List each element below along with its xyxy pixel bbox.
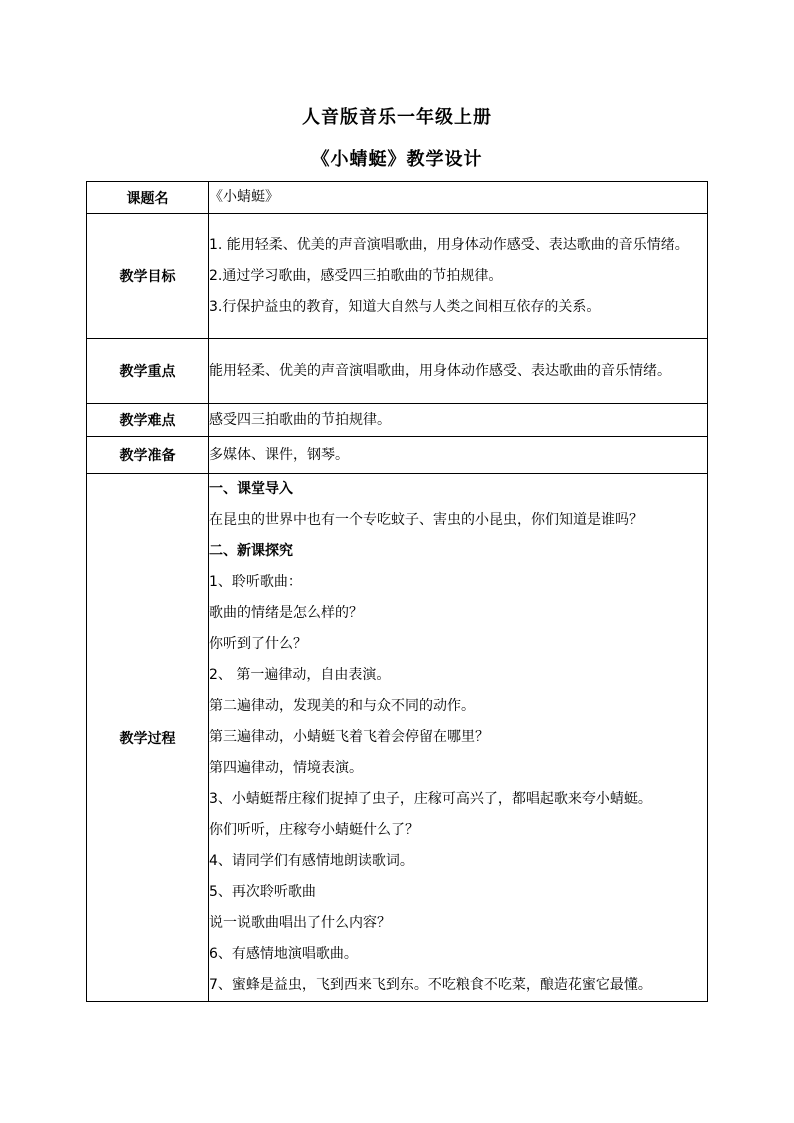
process-line: 第三遍律动，小蜻蜓飞着飞着会停留在哪里？ — [209, 729, 489, 745]
process-line: 3、小蜻蜓帮庄稼们捉掉了虫子，庄稼可高兴了，都唱起歌来夸小蜻蜓。 — [209, 791, 652, 807]
process-line: 歌曲的情绪是怎么样的？ — [209, 605, 363, 621]
goal-item: 2.通过学习歌曲，感受四三拍歌曲的节拍规律。 — [209, 267, 503, 284]
process-content — [209, 474, 708, 1002]
row-preparation — [87, 437, 708, 474]
process-line: 第四遍律动，情境表演。 — [209, 760, 363, 776]
key-points-text: 能用轻柔、优美的声音演唱歌曲，用身体动作感受、表达歌曲的音乐情绪。 — [209, 362, 671, 379]
key-points-content — [209, 339, 708, 404]
course-name-label: 课题名 — [87, 182, 209, 214]
section-heading: 一、课堂导入 — [209, 481, 293, 497]
preparation-content — [209, 437, 708, 474]
course-name-text: 《小蜻蜓》 — [209, 189, 279, 205]
process-line: 2、 第一遍律动，自由表演。 — [209, 667, 391, 683]
process-line: 你听到了什么？ — [209, 636, 307, 652]
row-goals — [87, 214, 708, 339]
process-line: 在昆虫的世界中也有一个专吃蚊子、害虫的小昆虫，你们知道是谁吗？ — [209, 512, 643, 528]
preparation-label: 教学准备 — [87, 437, 209, 474]
difficulties-content — [209, 404, 708, 437]
goal-item: 1. 能用轻柔、优美的声音演唱歌曲，用身体动作感受、表达歌曲的音乐情绪。 — [209, 236, 689, 253]
course-name-value — [209, 182, 708, 214]
goals-label: 教学目标 — [87, 214, 209, 339]
process-line: 5、再次聆听歌曲 — [209, 884, 316, 900]
row-course-name — [87, 182, 708, 214]
process-line: 1、聆听歌曲： — [209, 574, 302, 590]
process-line: 你们听听，庄稼夸小蜻蜓什么了？ — [209, 822, 419, 838]
section-heading: 二、新课探究 — [209, 543, 293, 559]
process-line: 6、有感情地演唱歌曲。 — [209, 946, 358, 962]
preparation-text: 多媒体、课件，钢琴。 — [209, 446, 349, 463]
process-line: 7、蜜蜂是益虫，飞到西来飞到东。不吃粮食不吃菜，酿造花蜜它最懂。 — [209, 977, 652, 993]
process-line: 说一说歌曲唱出了什么内容？ — [209, 915, 391, 931]
difficulties-label: 教学难点 — [87, 404, 209, 437]
row-key-points — [87, 339, 708, 404]
row-difficulties — [87, 404, 708, 437]
document-subtitle: 《小蜻蜓》教学设计 — [311, 149, 483, 170]
key-points-label: 教学重点 — [87, 339, 209, 404]
row-process — [87, 474, 708, 1002]
process-label: 教学过程 — [87, 474, 209, 1002]
goal-item: 3.行保护益虫的教育，知道大自然与人类之间相互依存的关系。 — [209, 298, 601, 315]
process-line: 第二遍律动，发现美的和与众不同的动作。 — [209, 698, 475, 714]
process-line: 4、请同学们有感情地朗读歌词。 — [209, 853, 414, 869]
goals-content — [209, 214, 708, 339]
document-title: 人音版音乐一年级上册 — [302, 107, 492, 128]
lesson-plan-table — [86, 181, 708, 1002]
difficulties-text: 感受四三拍歌曲的节拍规律。 — [209, 411, 391, 428]
